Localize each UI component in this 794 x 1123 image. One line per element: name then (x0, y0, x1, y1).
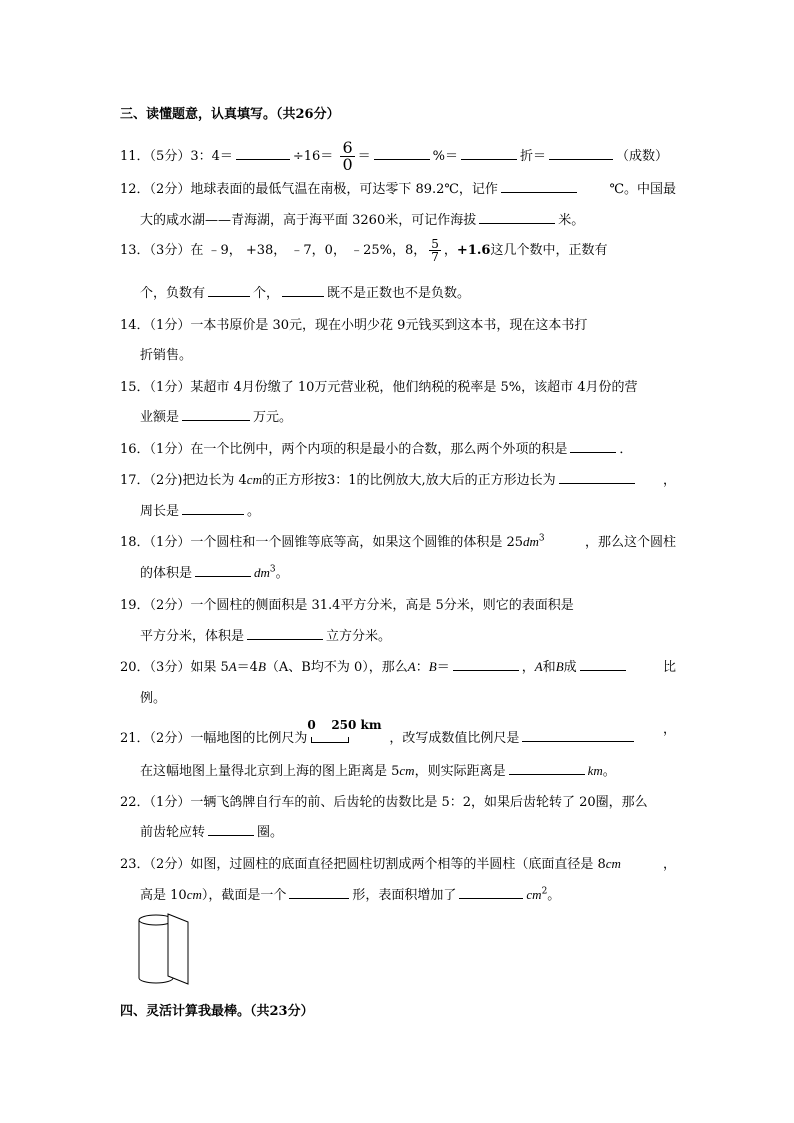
cut-cylinder-figure (134, 910, 194, 988)
q21-unit-km: km (587, 763, 603, 778)
scale-label-250km: 250 km (331, 718, 382, 732)
q11-text-a: 11．（5分）3：4＝ (120, 149, 233, 164)
q23-exp: 2 (541, 886, 548, 897)
q21-blank-2[interactable] (509, 762, 585, 775)
q20-text-d: ： (415, 660, 429, 675)
q20-text-c: （A、B均不为 0），那么 (265, 660, 408, 675)
q18-exp-2: 3 (269, 564, 276, 575)
q21-text-b: ，改写成数值比例尺是 (389, 731, 520, 746)
scale-label-0: 0 (307, 718, 316, 732)
q19-text-c: 立方分米。 (326, 629, 392, 644)
q22-blank[interactable] (208, 823, 254, 836)
q21-text-d: 在这幅地图上量得北京到上海的图上距离是 5 (140, 764, 400, 779)
q20-text-b: ＝4 (236, 660, 258, 675)
q23-text-e: 形，表面积增加了 (352, 888, 457, 903)
q12-blank-2[interactable] (479, 211, 555, 224)
q19-text-b: 平方分米，体积是 (140, 629, 245, 644)
q17-blank-2[interactable] (182, 502, 244, 515)
question-13-line-1 (120, 238, 676, 263)
q21-blank-1[interactable] (522, 729, 634, 742)
q19-blank[interactable] (247, 627, 323, 640)
q21-text-e: ，则实际距离是 (414, 764, 506, 779)
q11-fraction (340, 140, 354, 173)
section-3-title: 三、读懂题意，认真填写。（共26分） (120, 107, 340, 122)
q16-text-a: 16．（1分）在一个比例中，两个内项的积是最小的合数，那么两个外项的积是 (120, 442, 568, 457)
q18-unit-1: dm (523, 534, 539, 549)
question-23-line-2 (140, 884, 560, 903)
q11-blank-2[interactable] (374, 147, 430, 160)
q20-blank-2[interactable] (580, 658, 626, 671)
q17-unit: cm (246, 472, 262, 487)
q20-var-b: B (257, 659, 266, 674)
q23-text-c: 高是 10 (140, 888, 187, 903)
q12-text-c: 大的咸水湖——青海湖，高于海平面 3260米，可记作海拔 (140, 213, 477, 228)
q13-text-a: 13．（3分）在 ﹣9， +38， ﹣7，0， ﹣25%，8， (120, 243, 427, 258)
q11-blank-3[interactable] (461, 147, 517, 160)
q13-text-b: ， (443, 243, 457, 258)
q18-text-d: 。 (275, 566, 289, 581)
question-13-line-2 (140, 282, 470, 301)
q20-var-a-3: A (534, 659, 543, 674)
q12-text-d: 米。 (558, 213, 585, 228)
q23-unit-2: cm (186, 887, 202, 902)
q22-text-b: 前齿轮应转 (140, 825, 206, 840)
q18-text-b: ，那么这个圆柱 (584, 535, 676, 550)
q23-unit-3: cm (526, 887, 542, 902)
q11-frac-den: 0 (342, 155, 353, 174)
q11-text-b: ÷16＝ (292, 149, 334, 164)
q15-text-b: 业额是 (140, 410, 180, 425)
q20-text-f: ， (521, 660, 535, 675)
q17-text-b: 的正方形按3：1的比例放大,放大后的正方形边长为 (261, 473, 556, 488)
question-11 (120, 140, 668, 173)
q21-text-a: 21．（2分）一幅地图的比例尺为 (120, 731, 308, 746)
q20-var-b-3: B (555, 659, 564, 674)
question-21-line-2 (140, 760, 616, 779)
scale-bar-figure (307, 718, 382, 746)
q12-text-a: 12．（2分）地球表面的最低气温在南极，可达零下 89.2℃，记作 (120, 182, 498, 197)
q13-plus-1-6: +1.6 (456, 243, 491, 258)
q20-text-h: 成 (563, 660, 577, 675)
q23-unit-1: cm (605, 856, 621, 871)
q12-text-b: ℃。中国最 (609, 182, 676, 197)
q18-text-c: 的体积是 (140, 566, 193, 581)
question-15-line-2 (140, 406, 292, 425)
q11-blank-1[interactable] (236, 147, 290, 160)
q13-fraction (429, 238, 441, 263)
q23-blank-1[interactable] (289, 886, 349, 899)
q13-text-f: 既不是正数也不是负数。 (327, 286, 471, 301)
q17-blank-1[interactable] (559, 471, 635, 484)
q20-blank-1[interactable] (453, 658, 519, 671)
q11-text-d: %＝ (432, 149, 458, 164)
q13-frac-num: 5 (431, 237, 439, 251)
q11-text-c: ＝ (357, 149, 371, 164)
q20-var-b-2: B (428, 659, 437, 674)
q18-text-a: 18．（1分）一个圆柱和一个圆锥等底等高，如果这个圆锥的体积是 25 (120, 535, 523, 550)
question-15-line-1: 15．（1分）某超市 4月份缴了 10万元营业税，他们纳税的税率是 5%，该超市 4月份的营 (120, 380, 638, 395)
cutting-plane (168, 914, 188, 984)
q13-text-c: 这几个数中，正数有 (490, 243, 608, 258)
q13-text-d: 个，负数有 (140, 286, 206, 301)
q12-blank-1[interactable] (501, 180, 577, 193)
q13-blank-2[interactable] (282, 284, 324, 297)
q20-var-a: A (228, 659, 237, 674)
question-23-line-1 (120, 853, 676, 872)
q20-text-a: 20．（3分）如果 5 (120, 660, 229, 675)
q15-text-c: 万元。 (253, 410, 293, 425)
q17-text-d: 周长是 (140, 504, 180, 519)
q21-unit-cm: cm (399, 763, 415, 778)
question-14-line-1: 14．（1分）一本书原价是 30元，现在小明少花 9元钱买到这本书，现在这本书打 (120, 318, 588, 333)
q13-frac-den: 7 (431, 250, 439, 264)
scale-bar (311, 737, 349, 743)
section-4-title: 四、灵活计算我最棒。（共23分） (120, 1004, 314, 1019)
question-19-line-2 (140, 625, 391, 644)
question-16 (120, 438, 632, 457)
q17-text-c: ， (662, 473, 676, 488)
q23-text-b: ， (662, 857, 676, 872)
question-22-line-2 (140, 821, 283, 840)
q18-blank[interactable] (195, 564, 251, 577)
question-19-line-1: 19．（2分）一个圆柱的侧面积是 31.4平方分米，高是 5分米，则它的表面积是 (120, 598, 574, 613)
question-18-line-2 (140, 562, 289, 581)
q23-blank-2[interactable] (459, 886, 523, 899)
q16-blank[interactable] (570, 440, 616, 453)
q17-text-a: 17．（2分)把边长为 4 (120, 473, 247, 488)
q23-text-f: 。 (547, 888, 561, 903)
question-18-line-1 (120, 531, 676, 550)
question-20-line-1 (120, 656, 676, 675)
cylinder-bottom-arc (139, 978, 173, 983)
q23-text-d: ），截面是一个 (201, 888, 287, 903)
q17-text-e: 。 (247, 504, 261, 519)
question-21-line-1 (120, 718, 676, 746)
q11-text-f: （成数） (616, 149, 669, 164)
q13-blank-1[interactable] (208, 284, 250, 297)
question-14-line-2: 折销售。 (140, 348, 193, 363)
question-20-line-2: 例。 (140, 691, 167, 706)
q13-text-e: 个， (253, 286, 280, 301)
q15-blank[interactable] (182, 408, 250, 421)
q20-text-e: ＝ (436, 660, 450, 675)
q20-text-i: 比 (662, 660, 676, 675)
q11-frac-num: 6 (342, 138, 353, 157)
question-17-line-2 (140, 500, 260, 519)
q22-text-c: 圈。 (257, 825, 284, 840)
question-12-line-1 (120, 178, 676, 197)
q20-text-g: 和 (542, 660, 556, 675)
q20-var-a-2: A (407, 659, 416, 674)
question-22-line-1: 22．（1分）一辆飞鸽牌自行车的前、后齿轮的齿数比是 5：2，如果后齿轮转了 20圈，那么 (120, 795, 648, 810)
question-17-line-1 (120, 469, 676, 488)
q18-unit-2: dm (254, 565, 270, 580)
q18-exp-1: 3 (538, 533, 545, 544)
question-12-line-2 (140, 209, 584, 228)
q11-text-e: 折＝ (520, 149, 547, 164)
q23-text-a: 23．（2分）如图，过圆柱的底面直径把圆柱切割成两个相等的半圆柱（底面直径是 8 (120, 857, 606, 872)
q11-blank-4[interactable] (549, 147, 613, 160)
q21-text-c: ， (662, 722, 676, 737)
q16-text-b: ． (619, 442, 633, 457)
q21-text-f: 。 (602, 764, 616, 779)
